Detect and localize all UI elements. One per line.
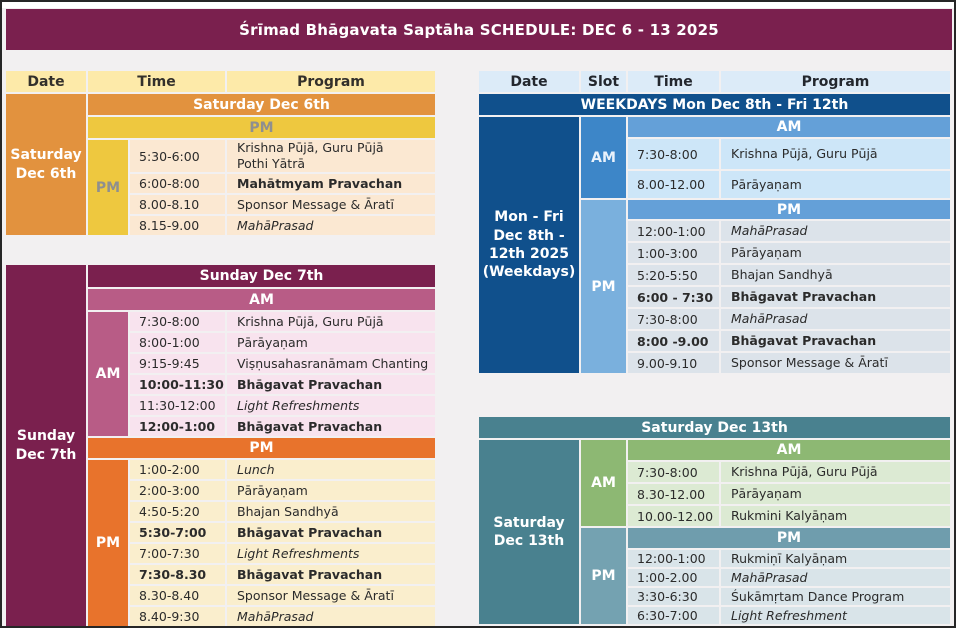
program-cell — [721, 569, 950, 586]
schedule-row — [130, 216, 435, 235]
program-line: Pārāyaṇam — [731, 176, 802, 192]
program-line: Pārāyaṇam — [731, 245, 802, 261]
program-line: Bhāgavat Pravachan — [731, 333, 877, 349]
time-cell: 10.00-12.00 — [628, 506, 719, 526]
schedule-row — [130, 481, 435, 500]
time-cell: 9.00-9.10 — [628, 353, 719, 373]
table-right-part — [581, 440, 950, 624]
program-line: Sponsor Message & Āratī — [237, 587, 394, 603]
program-cell — [721, 484, 950, 504]
program-cell — [721, 506, 950, 526]
time-cell: 4:50-5:20 — [130, 502, 225, 521]
time-cell: 7:00-7:30 — [130, 544, 225, 563]
time-cell: 8.30-8.40 — [130, 586, 225, 605]
table-body — [479, 440, 950, 624]
program-cell — [227, 195, 435, 214]
time-cell: 7:30-8.30 — [130, 565, 225, 584]
program-cell — [227, 481, 435, 500]
program-cell — [227, 460, 435, 479]
schedule-row — [130, 354, 435, 373]
program-cell — [227, 216, 435, 235]
program-text — [731, 289, 876, 305]
program-cell — [721, 309, 950, 329]
program-cell — [227, 333, 435, 352]
program-line: Lunch — [237, 461, 275, 477]
column-header-row — [479, 71, 950, 92]
time-cell: 8.00-8.10 — [130, 195, 225, 214]
schedule-row — [130, 417, 435, 436]
section-rows — [130, 312, 435, 436]
program-line: Pothi Yātrā — [237, 156, 306, 171]
section-inner — [628, 200, 950, 373]
schedule-table-sat13 — [479, 417, 950, 624]
col-header-program: Program — [721, 71, 950, 92]
date-cell-line: Dec 6th — [15, 165, 77, 182]
schedule-row — [130, 460, 435, 479]
program-text — [731, 311, 807, 327]
date-cell-line: (Weekdays) — [482, 264, 576, 281]
section-inner — [628, 528, 950, 624]
date-cell-line: Sunday — [16, 428, 76, 445]
time-cell: 5:20-5:50 — [628, 265, 719, 285]
schedule-row — [130, 544, 435, 563]
time-cell: 7:30-8:00 — [628, 462, 719, 482]
section-rows — [130, 460, 435, 626]
date-cell-line: 12th 2025 — [489, 246, 569, 262]
schedule-table-sun7 — [6, 265, 435, 626]
section-rows — [130, 140, 435, 235]
time-cell: 7:30-8:00 — [130, 312, 225, 331]
section-am — [581, 117, 950, 198]
program-text — [731, 508, 847, 524]
schedule-row — [628, 588, 950, 605]
program-cell — [227, 396, 435, 415]
section-banner-pm: PM — [88, 438, 435, 458]
schedule-row — [130, 140, 435, 172]
time-cell: 8.15-9.00 — [130, 216, 225, 235]
time-cell: 10:00-11:30 — [130, 375, 225, 394]
col-header-slot: Slot — [581, 71, 626, 92]
time-cell: 8:00 -9.00 — [628, 331, 719, 351]
program-text — [731, 146, 878, 162]
schedule-row — [628, 550, 950, 567]
schedule-row — [628, 287, 950, 307]
table-right-part — [88, 94, 435, 235]
program-text — [237, 462, 275, 478]
program-text — [237, 609, 313, 625]
program-cell — [227, 140, 435, 172]
program-text — [237, 314, 384, 330]
section-inner — [628, 117, 950, 198]
col-header-time: Time — [88, 71, 225, 92]
schedule-table-week — [479, 71, 950, 373]
col-header-date: Date — [479, 71, 579, 92]
program-text — [731, 570, 807, 586]
section-banner-pm: PM — [628, 528, 950, 548]
schedule-row — [130, 396, 435, 415]
program-text — [731, 464, 878, 480]
program-text — [237, 567, 382, 583]
program-line: Bhāgavat Pravachan — [237, 376, 383, 392]
program-line: Krishna Pūjā, Guru Pūjā — [237, 140, 384, 156]
program-line: Rukmini Kalyāṇam — [731, 508, 848, 524]
slot-cell-pm: PM — [581, 528, 626, 624]
program-line: Viṣṇusahasranāmam Chanting — [237, 355, 429, 371]
section-pm — [88, 117, 435, 235]
program-text — [237, 218, 313, 234]
program-text — [731, 177, 802, 193]
schedule-row — [628, 171, 950, 198]
section-rows — [628, 221, 950, 373]
date-cell-line: Mon - Fri — [494, 209, 564, 226]
program-text — [731, 486, 802, 502]
time-cell: 5:30-7:00 — [130, 523, 225, 542]
program-cell — [227, 417, 435, 436]
column-header-row — [6, 71, 435, 92]
time-cell: 1:00-3:00 — [628, 243, 719, 263]
program-text — [237, 356, 428, 372]
program-text — [731, 333, 876, 349]
schedule-row — [628, 607, 950, 624]
slot-cell-am: AM — [88, 312, 128, 436]
date-cell — [479, 117, 579, 373]
section-rows — [628, 139, 950, 198]
schedule-row — [130, 502, 435, 521]
date-cell — [6, 265, 86, 626]
section-inner — [88, 312, 435, 436]
table-body — [6, 94, 435, 235]
program-cell — [227, 312, 435, 331]
section-inner — [88, 140, 435, 235]
section-banner-am: AM — [628, 440, 950, 460]
col-header-time: Time — [628, 71, 719, 92]
time-cell: 3:30-6:30 — [628, 588, 719, 605]
program-cell — [721, 331, 950, 351]
time-cell: 8.30-12.00 — [628, 484, 719, 504]
slot-cell-pm: PM — [88, 460, 128, 626]
date-cell-line: Dec 7th — [15, 446, 77, 463]
table-body — [6, 265, 435, 626]
section-am — [88, 289, 435, 436]
schedule-row — [628, 309, 950, 329]
section-inner — [628, 440, 950, 526]
schedule-row — [130, 195, 435, 214]
program-cell — [227, 523, 435, 542]
slot-cell-pm: PM — [88, 140, 128, 235]
program-line: Pārāyaṇam — [731, 486, 802, 502]
schedule-row — [628, 243, 950, 263]
program-line: Krishna Pūjā, Guru Pūjā — [731, 464, 878, 480]
program-line: Rukmiṇī Kalyāṇam — [731, 550, 848, 566]
date-cell — [479, 440, 579, 624]
date-cell-line: Saturday — [10, 147, 82, 164]
program-cell — [721, 243, 950, 263]
page-title: Śrīmad Bhāgavata Saptāha SCHEDULE: DEC 6 - 13 2025 — [6, 9, 952, 50]
program-line: MahāPrasad — [237, 608, 314, 624]
schedule-row — [130, 607, 435, 626]
program-text — [237, 588, 394, 604]
program-line: Bhajan Sandhyā — [237, 503, 339, 519]
col-header-program: Program — [227, 71, 435, 92]
program-line: Light Refreshment — [731, 607, 847, 623]
time-cell: 11:30-12:00 — [130, 396, 225, 415]
section-pm — [581, 200, 950, 373]
schedule-row — [628, 265, 950, 285]
program-cell — [721, 550, 950, 567]
program-text — [237, 335, 308, 351]
program-line: Krishna Pūjā, Guru Pūjā — [731, 146, 878, 162]
table-banner: WEEKDAYS Mon Dec 8th - Fri 12th — [479, 94, 950, 115]
program-cell — [227, 586, 435, 605]
program-text — [237, 398, 359, 414]
program-cell — [227, 607, 435, 626]
program-text — [731, 551, 847, 567]
program-cell — [227, 544, 435, 563]
program-cell — [227, 565, 435, 584]
program-line: MahāPrasad — [731, 223, 808, 239]
schedule-row — [628, 484, 950, 504]
date-cell-line: Saturday — [493, 514, 565, 531]
program-line: Light Refreshments — [237, 545, 360, 561]
program-text — [237, 419, 382, 435]
schedule-row — [628, 331, 950, 351]
program-line: Pārāyaṇam — [237, 482, 308, 498]
time-cell: 12:00-1:00 — [628, 221, 719, 241]
program-cell — [227, 174, 435, 193]
schedule-row — [628, 353, 950, 373]
program-line: MahāPrasad — [731, 311, 808, 327]
program-line: Light Refreshments — [237, 397, 360, 413]
section-banner-pm: PM — [88, 117, 435, 138]
schedule-row — [628, 139, 950, 169]
schedule-row — [130, 312, 435, 331]
table-banner: Saturday Dec 6th — [88, 94, 435, 115]
time-cell: 7:30-8:00 — [628, 139, 719, 169]
program-cell — [721, 221, 950, 241]
section-pm — [88, 438, 435, 626]
program-cell — [721, 353, 950, 373]
date-cell-line: Dec 8th - — [493, 227, 565, 244]
program-line: Bhāgavat Pravachan — [237, 418, 383, 434]
program-text — [237, 140, 384, 171]
section-rows — [628, 462, 950, 526]
table-banner: Sunday Dec 7th — [88, 265, 435, 287]
program-cell — [721, 171, 950, 198]
table-right-part — [581, 117, 950, 373]
slot-cell-am: AM — [581, 440, 626, 526]
program-line: MahāPrasad — [237, 217, 314, 233]
time-cell: 8.40-9:30 — [130, 607, 225, 626]
time-cell: 6:30-7:00 — [628, 607, 719, 624]
program-cell — [721, 265, 950, 285]
program-line: Bhāgavat Pravachan — [237, 566, 383, 582]
top-margin-strip — [2, 2, 954, 8]
section-rows — [628, 550, 950, 624]
program-line: Sponsor Message & Āratī — [731, 355, 888, 371]
program-cell — [227, 375, 435, 394]
section-inner — [88, 460, 435, 626]
section-banner-am: AM — [88, 289, 435, 310]
program-line: Śukāmṛtam Dance Program — [731, 588, 905, 604]
program-line: MahāPrasad — [731, 569, 808, 585]
program-line: Bhāgavat Pravachan — [731, 289, 877, 305]
date-cell — [6, 94, 86, 235]
program-text — [237, 525, 382, 541]
schedule-row — [628, 569, 950, 586]
schedule-row — [628, 462, 950, 482]
time-cell: 12:00-1:00 — [130, 417, 225, 436]
schedule-row — [130, 333, 435, 352]
program-text — [731, 608, 847, 624]
program-text — [237, 176, 402, 192]
program-text — [731, 267, 833, 283]
section-banner-am: AM — [628, 117, 950, 137]
table-right-part — [88, 265, 435, 626]
time-cell: 8.00-12.00 — [628, 171, 719, 198]
schedule-row — [628, 221, 950, 241]
program-text — [731, 223, 807, 239]
time-cell: 9:15-9:45 — [130, 354, 225, 373]
program-text — [731, 245, 802, 261]
slot-cell-pm: PM — [581, 200, 626, 373]
time-cell: 1:00-2:00 — [130, 460, 225, 479]
time-cell: 1:00-2.00 — [628, 569, 719, 586]
time-cell: 5:30-6:00 — [130, 140, 225, 172]
schedule-row — [130, 375, 435, 394]
table-body — [479, 117, 950, 373]
schedule-row — [130, 565, 435, 584]
time-cell: 6:00 - 7:30 — [628, 287, 719, 307]
date-cell-line: Dec 13th — [493, 533, 565, 549]
program-text — [731, 589, 904, 605]
program-line: Bhajan Sandhyā — [731, 267, 833, 283]
schedule-row — [628, 506, 950, 526]
section-pm — [581, 528, 950, 624]
schedule-row — [130, 174, 435, 193]
schedule-row — [130, 523, 435, 542]
program-line: Krishna Pūjā, Guru Pūjā — [237, 313, 384, 329]
program-cell — [721, 607, 950, 624]
program-text — [237, 483, 308, 499]
time-cell: 7:30-8:00 — [628, 309, 719, 329]
program-line: Mahātmyam Pravachan — [237, 175, 403, 191]
program-line: Bhāgavat Pravachan — [237, 524, 383, 540]
program-cell — [227, 502, 435, 521]
time-cell: 6:00-8:00 — [130, 174, 225, 193]
program-line: Pārāyaṇam — [237, 334, 308, 350]
col-header-date: Date — [6, 71, 86, 92]
section-am — [581, 440, 950, 526]
program-text — [731, 355, 888, 371]
program-cell — [721, 588, 950, 605]
table-banner: Saturday Dec 13th — [479, 417, 950, 438]
schedule-row — [130, 586, 435, 605]
time-cell: 8:00-1:00 — [130, 333, 225, 352]
program-line: Sponsor Message & Āratī — [237, 196, 394, 212]
program-text — [237, 504, 339, 520]
section-banner-pm: PM — [628, 200, 950, 219]
schedule-table-sat6 — [6, 71, 435, 235]
program-cell — [721, 139, 950, 169]
time-cell: 12:00-1:00 — [628, 550, 719, 567]
program-cell — [721, 462, 950, 482]
program-text — [237, 546, 359, 562]
time-cell: 2:00-3:00 — [130, 481, 225, 500]
slot-cell-am: AM — [581, 117, 626, 198]
program-cell — [227, 354, 435, 373]
program-text — [237, 197, 394, 213]
program-cell — [721, 287, 950, 307]
program-text — [237, 377, 382, 393]
